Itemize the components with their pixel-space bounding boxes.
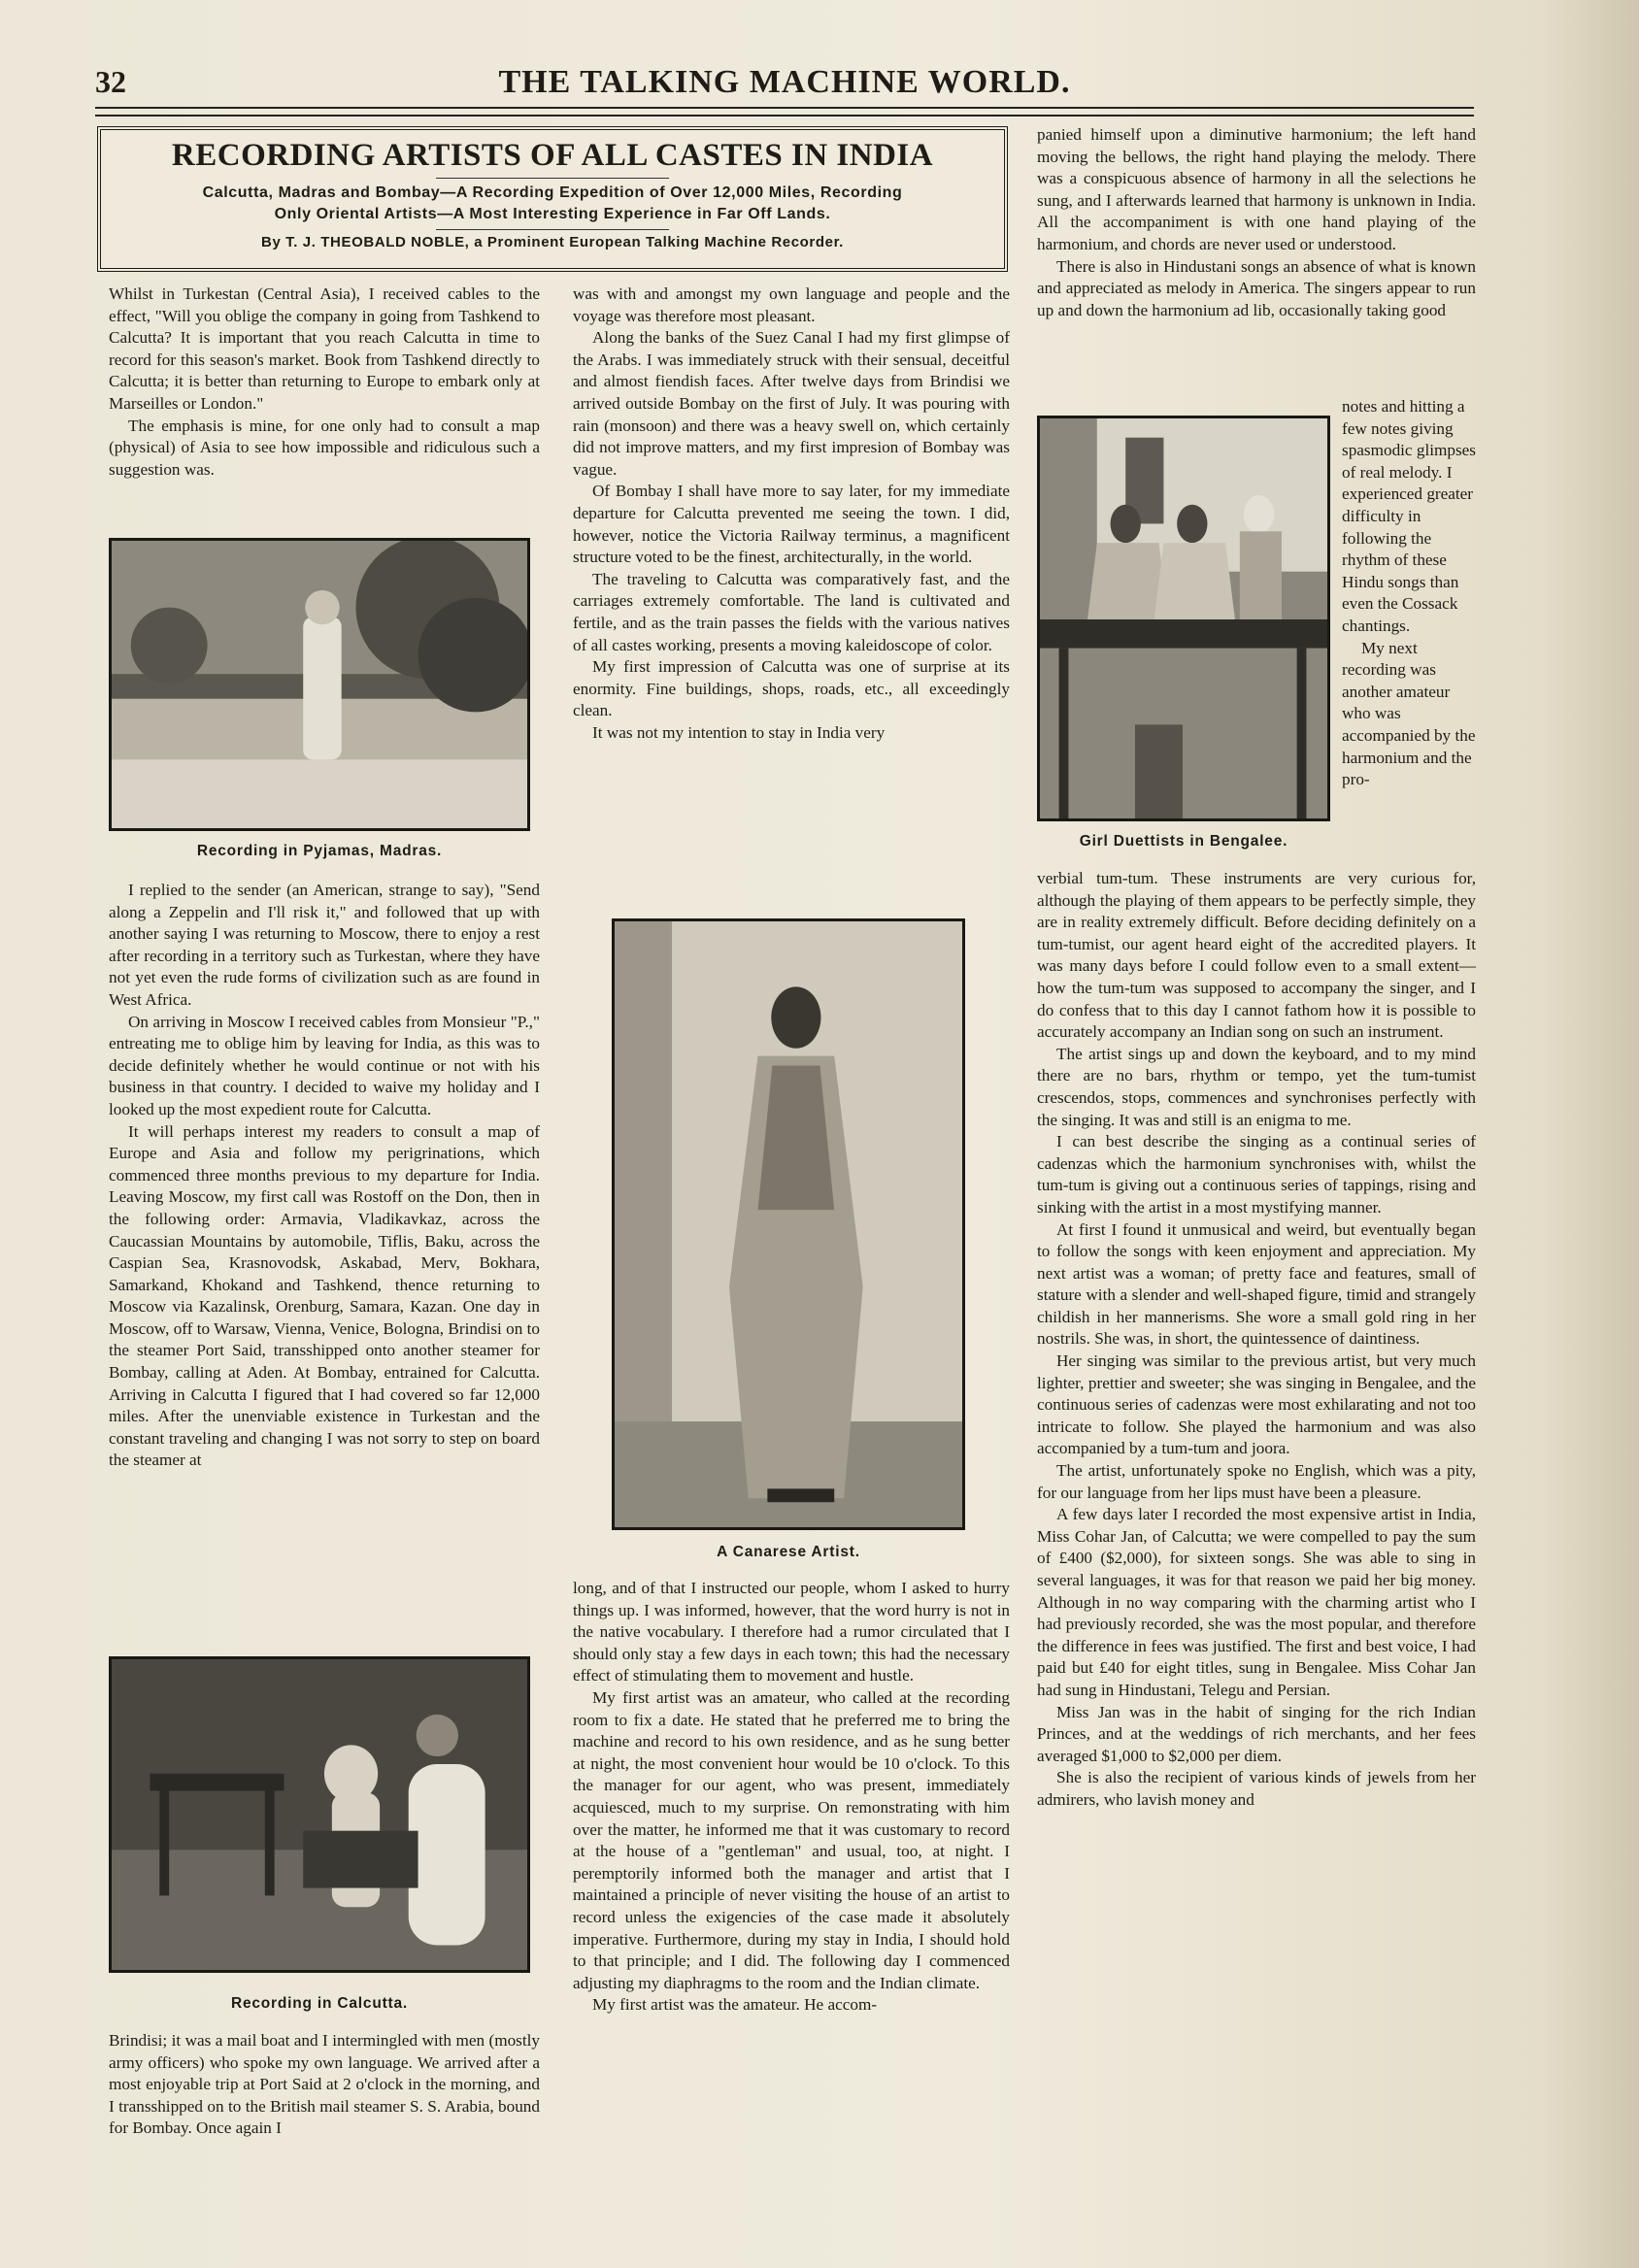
paragraph: Miss Jan was in the habit of singing for the rich Indian Princes, and at the weddings of rich merchants, and her fees averaged $1,000 to $2,000 per diem.	[1037, 1702, 1476, 1765]
column-1-bottom	[109, 2030, 540, 2140]
photo-recording-in-pyjamas	[109, 538, 530, 831]
paragraph: My first artist was an amateur, who called at the recording room to fix a date. He stated that he preferred me to bring the machine and record to his own residence, and as he sung better at night, the most convenient hour would be 10 o'clock. To this the manager for our agent, who was present, immediately acquiesced, much to my surprise. On remonstrating with him over the matter, he informed me that it was customary to record at the house of a "gentleman" and usual, too, at night. I peremptorily informed both the manager and artist that I maintained a principle of never visiting the house of an artist to record unless the exigencies of the case made it absolutely imperative. Furthermore, during my stay in India, I should hold to that principle; and I did. The following day I commenced adjusting my diaphragms to the room and the Indian climate.	[573, 1687, 1010, 1992]
paragraph: Of Bombay I shall have more to say later, for my immediate departure for Calcutta prevented me seeing the town. I did, however, notice the Victoria Railway terminus, a magnificent structure voted to be the finest, architecturally, in the world.	[573, 482, 1010, 567]
paragraph: Whilst in Turkestan (Central Asia), I received cables to the effect, "Will you oblige the company in going from Tashkend to Calcutta? It is important that you reach Calcutta in time to record for this season's market. Book from Tashkend directly to Calcutta; it is better than returning to Europe to embark only at Marseilles or London."	[109, 284, 540, 413]
paragraph: long, and of that I instructed our people, whom I asked to hurry things up. I was informed, however, that the word hurry is not in the native vocabulary. I therefore had a rumor circulated that I should only stay a few days in each town; this had the necessary effect of stimulating them to movement and hustle.	[573, 1579, 1010, 1685]
column-2-bottom	[573, 1578, 1010, 2017]
paragraph: The artist sings up and down the keyboard, and to my mind there are no bars, rhythm or tempo, yet the tum-tumist crescendos, stops, commences and synchronises perfectly with the singing. It was and still is an enigma to me.	[1037, 1044, 1476, 1129]
paragraph: My first impression of Calcutta was one of surprise at its enormity. Fine buildings, shops, roads, etc., all exceedingly clean.	[573, 657, 1010, 720]
paragraph: My next recording was another amateur who was accompanied by the harmonium and the pro-	[1342, 638, 1476, 789]
column-3-wraparound	[1342, 396, 1476, 791]
photo-caption: Girl Duettists in Bengalee.	[1079, 833, 1288, 850]
paragraph: notes and hitting a few notes giving spasmodic glimpses of real melody. I experienced greater difficulty in following the rhythm of these Hindu songs than even the Cossack chantings.	[1342, 397, 1476, 635]
paragraph: The artist, unfortunately spoke no English, which was a pity, for our language from her lips must have been a pleasure.	[1037, 1461, 1476, 1502]
paragraph: A few days later I recorded the most expensive artist in India, Miss Cohar Jan, of Calcutta; we were compelled to pay the sum of £400 ($2,000), for sixteen songs. She was able to sing in several languages, it was for that reason we paid her big money. Although in no way comparing with the charming artist who I had previously recorded, she was the most popular, and therefore the difference in fees was justified. The first and best voice, I had paid but £40 for eight titles, sung in Bengalee. Miss Cohar Jan had sung in Hindustani, Telegu and Persian.	[1037, 1505, 1476, 1699]
page-header	[95, 60, 1474, 105]
column-3-bottom	[1037, 868, 1476, 1812]
column-3-top	[1037, 124, 1476, 321]
photo-caption: Recording in Calcutta.	[230, 1995, 409, 2012]
paragraph: was with and amongst my own language and people and the voyage was therefore most pleasant.	[573, 284, 1010, 325]
column-1-middle	[109, 880, 540, 1472]
article-subtitle-line-2: Only Oriental Artists—A Most Interesting Experience in Far Off Lands.	[274, 206, 831, 222]
paragraph: Along the banks of the Suez Canal I had my first glimpse of the Arabs. I was immediately struck with their sensual, deceitful and almost fiendish faces. After twelve days from Brindisi we arrived outside Bombay on the first of July. It was pouring with rain (monsoon) and there was a heavy swell on, which certainly did not improve matters, and my first impresion of Bombay was vague.	[573, 328, 1010, 479]
paragraph: Her singing was similar to the previous artist, but very much lighter, prettier and sweeter; she was singing in Bengalee, and the continuous series of cadenzas were most exhilarating and not too intricate to follow. She played the harmonium and was also accompanied by a tum-tum and joora.	[1037, 1351, 1476, 1458]
paragraph: Brindisi; it was a mail boat and I intermingled with men (mostly army officers) who spoke my own language. We arrived after a most enjoyable trip at Port Said at 2 o'clock in the morning, and I transshipped on to the British mail steamer S. S. Arabia, bound for Bombay. Once again I	[109, 2031, 540, 2138]
headline-box	[97, 126, 1008, 272]
paragraph: It will perhaps interest my readers to consult a map of Europe and Asia and follow my perigrinations, which commenced three months previous to my departure for India. Leaving Moscow, my first call was Rostoff on the Don, then in the following order: Armavia, Vladikavkaz, across the Caucassian Mountains by automobile, Tiflis, Baku, across the Caspian Sea, Krasnovodsk, Askabad, Merv, Bokhara, Samarkand, Khokand and Tashkend, thence returning to Moscow via Kazalinsk, Orenburg, Samara, Kazan. One day in Moscow, off to Warsaw, Vienna, Venice, Bologna, Brindisi on to the steamer Port Said, transshipped onto another steamer for Bombay, calling at Aden. At Bombay, entrained for Calcutta. Arriving in Calcutta I figured that I had covered so far 12,000 miles. After the unenviable existence in Turkestan and the constant traveling and changing I was not sorry to step on board the steamer at	[109, 1121, 540, 1470]
paragraph: At first I found it unmusical and weird, but eventually began to follow the songs with keen enjoyment and appreciation. My next artist was a woman; of pretty face and features, small of stature with a slender and well-shaped figure, timid and strangely childish in her mannerisms. She wore a small gold ring in her nostrils. She was, in short, the quintessence of daintiness.	[1037, 1219, 1476, 1349]
paragraph: On arriving in Moscow I received cables from Monsieur "P.," entreating me to oblige him by leaving for India, as this was to decide definitely whether he would continue or not with his business in that country. I decided to waive my holiday and I looked up the most expedient route for Calcutta.	[109, 1012, 540, 1118]
photo-girl-duettists	[1037, 416, 1330, 821]
article-byline: By T. J. THEOBALD NOBLE, a Prominent European Talking Machine Recorder.	[261, 234, 844, 250]
article-subtitle-line-1: Calcutta, Madras and Bombay—A Recording Expedition of Over 12,000 Miles, Recording	[202, 184, 903, 201]
paragraph: It was not my intention to stay in India very	[592, 722, 886, 742]
photo-caption: Recording in Pyjamas, Madras.	[196, 843, 443, 859]
paragraph: The emphasis is mine, for one only had to consult a map (physical) of Asia to see how impossible and ridiculous such a suggestion was.	[109, 416, 540, 479]
paragraph: My first artist was the amateur. He accom-	[592, 1995, 878, 2015]
paragraph: There is also in Hindustani songs an absence of what is known and appreciated as melody in America. The singers appear to run up and down the harmonium ad lib, occasionally taking good	[1037, 256, 1476, 319]
photo-canarese-artist	[612, 918, 965, 1530]
column-1-top	[109, 284, 540, 481]
headline-divider	[436, 178, 669, 179]
paragraph: verbial tum-tum. These instruments are very curious for, although the playing of them appears to be perfectly simple, they are in reality extremely difficult. Before deciding definitely on a tum-tumist, our agent heard eight of the accredited players. It was many days before I could follow even to a small extent—how the tum-tum was supposed to accompany the singer, and I do confess that to this day I cannot fathom how it is possible to accurately accompany an Indian song on such an instrument.	[1037, 869, 1476, 1042]
headline-divider	[436, 229, 669, 230]
header-rule	[95, 107, 1474, 117]
column-2-top	[573, 284, 1010, 744]
photo-caption: A Canarese Artist.	[717, 1544, 860, 1560]
page-number: 32	[95, 64, 126, 99]
paragraph: I replied to the sender (an American, strange to say), "Send along a Zeppelin and I'll risk it," and followed that up with another saying I was returning to Moscow, there to enjoy a rest after recording in a territory such as Turkestan, where they have not yet even the rude forms of civilization such as are found in West Africa.	[109, 881, 540, 1009]
paragraph: I can best describe the singing as a continual series of cadenzas which the harmonium synchronises with, whilst the tum-tum is giving out a continuous series of tappings, rising and sinking with the artist in a most mystifying manner.	[1037, 1132, 1476, 1217]
photo-recording-in-calcutta	[109, 1656, 530, 1973]
article-title: RECORDING ARTISTS OF ALL CASTES IN INDIA	[171, 138, 934, 173]
paragraph: She is also the recipient of various kinds of jewels from her admirers, who lavish money and	[1037, 1768, 1476, 1809]
paragraph: The traveling to Calcutta was comparatively fast, and the carriages extremely comfortable. The land is cultivated and fertile, and as the train passes the fields with the various natives of all castes working, presents a moving kaleidoscope of color.	[573, 569, 1010, 654]
paragraph: panied himself upon a diminutive harmonium; the left hand moving the bellows, the right hand playing the melody. There was a conspicuous absence of harmony in all the selections he sung, and I afterwards learned that harmony is unknown in India. All the accompaniment is with one hand playing of the harmonium, and chords are never used or understood.	[1037, 125, 1476, 253]
magazine-title: THE TALKING MACHINE WORLD.	[498, 64, 1071, 100]
